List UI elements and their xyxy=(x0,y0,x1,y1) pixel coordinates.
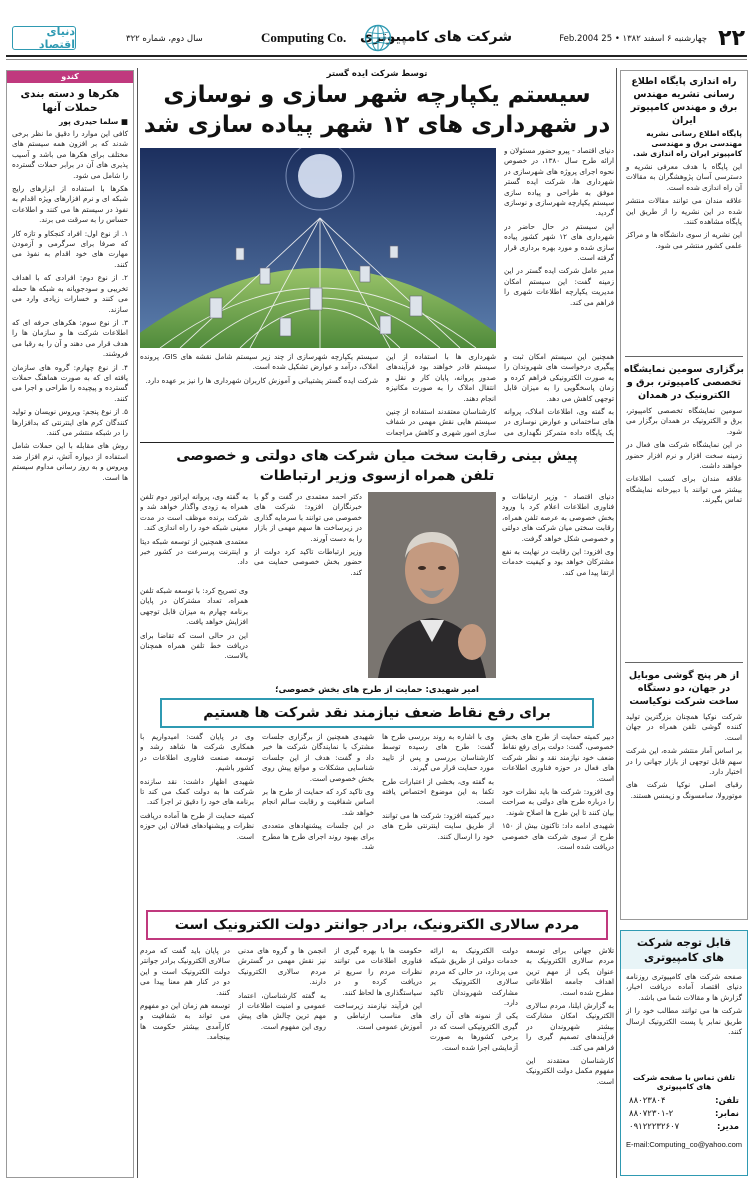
paragraph: در پایان باید گفت که مردم سالاری الکترونیک برادر جوانتر دولت الکترونیک است و این دو در کنار هم معنا پیدا می کنند. xyxy=(140,946,230,997)
paragraph: وزیر ارتباطات تاکید کرد دولت از حضور بخش خصوصی حمایت می کند. xyxy=(254,547,362,577)
paragraph: این سیستم در حال حاضر در شهرداری های ۱۲ شهر کشور پیاده سازی شده و مورد بهره برداری قرار گرفته است. xyxy=(504,221,614,263)
second-headline-line2: تلفن همراه ازسوی وزیر ارتباطات xyxy=(259,468,495,484)
paragraph: شهیدی ادامه داد: تاکنون بیش از ۱۵۰ طرح از سوی شرکت های خصوصی دریافت شده است. xyxy=(502,821,614,852)
paragraph: وی با اشاره به روند بررسی طرح ها گفت: طرح های رسیده توسط کارشناسان بررسی و پس از تایید مورد حمایت قرار می گیرند. xyxy=(382,732,494,773)
paragraph: وی افزود: این رقابت در نهایت به نفع مشترکان خواهد بود و کیفیت خدمات ارتقا پیدا می کند. xyxy=(502,547,614,577)
right-item1-headline: راه اندازی پایگاه اطلاع رسانی تشریه مهندس برق و مهندس کامپیوتر ایران xyxy=(630,76,738,126)
paragraph: حکومت ها با بهره گیری از فناوری اطلاعات می توانند نظرات مردم را سریع تر دریافت کرده و در سیاستگذاری ها لحاظ کنند. xyxy=(334,946,422,997)
paragraph: رقبای اصلی نوکیا شرکت های موتورولا، سامسونگ و زیمنس هستند. xyxy=(626,780,742,800)
column-rule xyxy=(137,68,138,1178)
right-column xyxy=(620,70,748,920)
paragraph: شرکت ایده گستر پشتیبانی و آموزش کاربران شهرداری ها را نیز بر عهده دارد. xyxy=(145,375,378,385)
paragraph: دبیر کمیته افزود: شرکت ها می توانند از طریق سایت اینترنتی طرح های خود را ارسال کنند. xyxy=(382,810,494,841)
paragraph: همچنین این سیستم امکان ثبت و پیگیری درخواست های شهروندان را به صورت الکترونیکی فراهم کرده و زمان پاسخگویی را به میزان قابل توجهی کاهش می دهد. xyxy=(504,352,614,403)
paragraph: دولت الکترونیک به ارائه خدمات دولتی از طریق شبکه می پردازد، در حالی که مردم سالاری الکترونیک بر مشارکت شهروندان تاکید دارد. xyxy=(430,946,518,1008)
paragraph: به گفته وی، پروانه اپراتور دوم تلفن همراه به زودی واگذار خواهد شد و شرکت برنده موظف است در مدت معینی شبکه خود را راه اندازی کند. xyxy=(140,492,248,533)
right-item3-headline: از هر پنج گوشی موبایل در جهان، دو دستگاه ساخت شرکت نوکیاست xyxy=(628,670,740,707)
second-col-d xyxy=(140,586,248,678)
main-headline-line2: در شهرداری های ۱۲ شهر پیاده سازی شد xyxy=(143,112,611,138)
paragraph: ۵. از نوع پنجم: ویروس نویسان و تولید کنندگان کرم های اینترنتی که بدافزارها را در شبکه منتشر می کنند. xyxy=(12,407,128,437)
fourth-col xyxy=(334,946,422,1176)
notice-box xyxy=(620,930,748,1176)
paragraph: شهرداری ها با استفاده از این سیستم قادر خواهند بود فرآیندهای صدور پروانه، پایان کار و نقل و انتقال املاک را به صورت مکانیزه انجام دهند. xyxy=(386,352,496,403)
paragraph: شرکت نوکیا همچنان بزرگترین تولید کننده گوشی تلفن همراه در جهان است. xyxy=(626,712,742,742)
paragraph: به گفته وی، اطلاعات املاک، پروانه های ساختمانی و عوارض نوسازی در یک پایگاه داده متمرکز نگهداری می xyxy=(504,407,614,437)
paragraph: صفحه شرکت های کامپیوتری روزنامه دنیای اقتصاد آماده دریافت اخبار، گزارش ها و مقالات شما می باشد. xyxy=(626,972,742,1002)
contact-value: ۸۸۰۷۲۳۰۱-۲ xyxy=(629,1109,674,1119)
paragraph: علاقه مندان می توانند مقالات منتشر شده در این نشریه را از طریق این پایگاه مشاهده کنند. xyxy=(626,196,742,227)
column-rule xyxy=(616,68,617,1178)
issue-date: چهارشنبه ۶ اسفند ۱۳۸۲ • 25 Feb.2004 xyxy=(559,34,707,44)
paragraph: شهیدی اظهار داشت: نقد سازنده شرکت ها به دولت کمک می کند تا برنامه های خود را دقیق تر اجرا کند. xyxy=(140,776,254,807)
paragraph: علاقه مندان برای کسب اطلاعات بیشتر می توانند با دبیرخانه نمایشگاه تماس بگیرند. xyxy=(626,474,742,505)
notice-title: قابل توجه شرکت های کامپیوتری xyxy=(621,931,747,969)
paragraph: هکرها با استفاده از ابزارهای رایج شبکه ای و نرم افزارهای ویژه اقدام به نفوذ در سیستم ها می کنند و اطلاعات حساس را به سرقت می برند. xyxy=(12,184,128,225)
third-col xyxy=(502,732,614,904)
main-kicker: توسط شرکت ایده گستر xyxy=(326,69,428,79)
third-headline: برای رفع نقاط ضعف نیازمند نقد شرکت ها هستیم xyxy=(203,705,551,721)
paragraph: کارشناسان معتقدند استفاده از چنین سیستم هایی نقش مهمی در شفاف سازی امور شهری و کاهش مراجعات xyxy=(386,407,496,437)
right-item2-body xyxy=(621,404,747,658)
paragraph: وی تصریح کرد: با توسعه شبکه تلفن همراه، تعداد مشترکان در پایان برنامه چهارم به میزان قابل توجهی افزایش خواهد یافت. xyxy=(140,586,248,627)
third-col xyxy=(382,732,494,904)
paragraph: این پایگاه با هدف معرفی نشریه و دسترسی آسان پژوهشگران به مقالات آن راه اندازی شده است. xyxy=(626,162,742,192)
paragraph: سومین نمایشگاه تخصصی کامپیوتر، برق و الکترونیک در همدان برگزار می شود. xyxy=(626,406,742,436)
main-col-a xyxy=(504,146,614,346)
paragraph: دنیای اقتصاد - وزیر ارتباطات و فناوری اطلاعات اعلام کرد با ورود بخش خصوصی به عرصه تلفن همراه، رقابت سختی میان شرکت های دولتی و خصوصی شکل خواهد گرفت. xyxy=(502,492,614,543)
globe-icon xyxy=(364,24,392,52)
contact-row xyxy=(629,1121,739,1134)
second-col-c xyxy=(140,492,248,582)
second-article xyxy=(140,446,614,681)
third-col xyxy=(140,732,254,904)
fourth-col xyxy=(238,946,326,1176)
fourth-headline: مردم سالاری الکترونیک، برادر جوانتر دولت الکترونیک است xyxy=(174,917,580,933)
paragraph: یکی از نمونه های آن رای گیری الکترونیکی است که در برخی کشورها به صورت آزمایشی اجرا شده است. xyxy=(430,1011,518,1052)
contact-label: مدیر: xyxy=(716,1122,739,1132)
paragraph: ۳. از نوع سوم: هکرهای حرفه ای که اطلاعات شرکت ها و سازمان ها را هدف قرار می دهند و آن را به رقبا می فروشند. xyxy=(12,317,128,359)
paragraph: روش های مقابله با این حملات شامل استفاده از دیواره آتش، نرم افزار ضد ویروس و به روز رسانی مداوم سیستم ها است. xyxy=(12,441,128,482)
main-col-d xyxy=(140,352,378,438)
left-column-body xyxy=(7,129,133,1159)
fourth-headline-box xyxy=(146,910,608,940)
third-col xyxy=(262,732,374,904)
left-column-byline: ■ سلما حیدری پور xyxy=(58,117,128,126)
header-rule-thin xyxy=(6,59,747,60)
paragraph: ۲. از نوع دوم: افرادی که با اهداف تخریبی و سودجویانه به شبکه ها حمله می کنند و خسارات زیادی وارد می سازند. xyxy=(12,273,128,314)
right-item1-body xyxy=(621,162,747,352)
paragraph: دکتر احمد معتمدی در گفت و گو با خبرنگاران افزود: شرکت های خصوصی می توانند با سرمایه گذاری در زیرساخت ها سهم مهمی از بازار را به دست آورند. xyxy=(254,492,362,543)
notice-contact-rows xyxy=(621,1093,747,1136)
paragraph: انجمن ها و گروه های مدنی نیز نقش مهمی در گسترش مردم سالاری الکترونیک دارند. xyxy=(238,946,326,987)
second-col-a xyxy=(502,492,614,678)
main-article xyxy=(140,68,614,438)
third-headline-box xyxy=(160,698,594,728)
paragraph: این در حالی است که تقاضا برای دریافت خط تلفن همراه همچنان بالاست. xyxy=(140,630,248,661)
paragraph: به گفته وی، بخشی از اعتبارات طرح تکفا به این موضوع اختصاص یافته است. xyxy=(382,776,494,807)
third-kicker: امیر شهیدی: حمایت از طرح های بخش خصوصی؛ xyxy=(275,685,479,695)
notice-contact-label: تلفن تماس با صفحه شرکت های کامپیوتری xyxy=(632,1073,736,1091)
paragraph: شهیدی همچنین از برگزاری جلسات مشترک با نمایندگان شرکت ها خبر داد و گفت: هدف از این جلسات شناسایی مشکلات و موانع پیش روی بخش خصوصی است. xyxy=(262,732,374,783)
paragraph: دبیر کمیته حمایت از طرح های بخش خصوصی، گفت: دولت برای رفع نقاط ضعف خود نیازمند نقد و نظر شرکت های فعال در حوزه فناوری اطلاعات است. xyxy=(502,732,614,783)
contact-value: ۸۸۰۲۳۸۰۴ xyxy=(629,1096,666,1106)
paragraph: تلاش جهانی برای توسعه مردم سالاری الکترونیک به عنوان یکی از مهم ترین اهداف جامعه اطلاعاتی مطرح شده است. xyxy=(526,946,614,997)
second-headline-line1: پیش بینی رقابت سخت میان شرکت های دولتی و خصوصی xyxy=(176,448,578,464)
paragraph: این نشریه از سوی دانشگاه ها و مراکز علمی کشور منتشر می شود. xyxy=(626,230,742,250)
paragraph: وی در پایان گفت: امیدواریم با همکاری شرکت ها شاهد رشد و توسعه صنعت فناوری اطلاعات در کشور باشیم. xyxy=(140,732,254,773)
issue-number: سال دوم، شماره ۳۲۲ xyxy=(126,34,203,44)
main-col-b xyxy=(504,352,614,438)
contact-row xyxy=(629,1108,739,1121)
masthead-logo xyxy=(12,26,76,50)
paragraph: به گفته کارشناسان، اعتماد عمومی و امنیت اطلاعات از مهم ترین چالش های پیش روی این مفهوم است. xyxy=(238,990,326,1031)
paragraph: بر اساس آمار منتشر شده، این شرکت سهم قابل توجهی از بازار جهانی را در اختیار دارد. xyxy=(626,746,742,777)
paragraph: سیستم یکپارچه شهرسازی از چند زیر سیستم شامل نقشه های GIS، پرونده املاک، درآمد و عوارض تشکیل شده است. xyxy=(140,352,378,372)
contact-label: تلفن: xyxy=(715,1096,739,1106)
paragraph: در این جلسات پیشنهادهای متعددی برای بهبود روند اجرای طرح ها مطرح شد. xyxy=(262,821,374,852)
fourth-article xyxy=(140,910,614,1178)
main-headline-line1: سیستم یکپارچه شهر سازی و نوسازی xyxy=(163,82,591,108)
right-item2-headline: برگزاری سومین نمایشگاه تخصصی کامپیوتر، برق و الکترونیک در همدان xyxy=(623,364,744,401)
paragraph: دنیای اقتصاد - پیرو حضور مسئولان و ارائه طرح سال ۱۳۸۰، در خصوص نحوه اجرای پروژه های شهرسازی در شهرداری ها، شرکت ایده گستر موفق به طراحی و پیاده سازی سیستم یکپارچه شهرسازی و نوسازی گردید. xyxy=(504,146,614,218)
paragraph: وی تاکید کرد که حمایت از طرح ها بر اساس شفافیت و رقابت سالم انجام خواهد شد. xyxy=(262,787,374,817)
right-divider xyxy=(625,356,743,357)
left-column-section-label: کندو xyxy=(7,71,133,83)
fourth-col xyxy=(140,946,230,1176)
right-divider xyxy=(625,662,743,663)
third-article xyxy=(140,684,614,906)
paragraph: کافی این موارد را دقیق ما نظر برخی شدند که بر افزون همه سیستم های مختلف برای هکرها می باشد و آسیب پذیری های آن در برابر حملات گسترده را شامل می شود. xyxy=(12,129,128,180)
paragraph: به گزارش ایلنا، مردم سالاری الکترونیک امکان مشارکت بیشتر شهروندان در فرآیندهای تصمیم گیری را فراهم می کند. xyxy=(526,1001,614,1052)
paragraph: این فرآیند نیازمند زیرساخت های مناسب ارتباطی و آموزش عمومی است. xyxy=(334,1001,422,1031)
notice-email[interactable]: E-mail:Computing_co@yahoo.com xyxy=(626,1140,742,1149)
section-name-en: Computing Co. xyxy=(261,30,347,45)
contact-value: ۰۹۱۲۲۲۳۲۶۰۷ xyxy=(629,1122,680,1132)
page-number: ۲۲ xyxy=(718,26,745,51)
section-name-fa: شرکت های کامپیوتری xyxy=(359,29,512,45)
paragraph: وی افزود: شرکت ها باید نظرات خود را درباره طرح های دولتی به صراحت بیان کنند تا این طرح ها اصلاح شوند. xyxy=(502,787,614,817)
right-item3-body xyxy=(621,710,747,914)
city-network-illustration xyxy=(140,148,496,348)
fourth-col xyxy=(430,946,518,1176)
masthead-logo-text: دنیای اقتصاد xyxy=(38,25,75,51)
left-column xyxy=(6,70,134,1178)
contact-label: نمابر: xyxy=(715,1109,739,1119)
second-col-b xyxy=(254,492,362,678)
header-rule xyxy=(6,55,747,57)
contact-row xyxy=(629,1095,739,1108)
paragraph: معتمدی همچنین از توسعه شبکه دیتا و اینترنت پرسرعت در کشور خبر داد. xyxy=(140,536,248,567)
notice-body xyxy=(621,969,747,1071)
section-rule xyxy=(140,442,614,443)
paragraph: مدیر عامل شرکت ایده گستر در این زمینه گفت: این سیستم امکان مدیریت یکپارچه اطلاعات شهری را فراهم می کند. xyxy=(504,266,614,307)
fourth-col xyxy=(526,946,614,1176)
paragraph: در این نمایشگاه شرکت های فعال در زمینه سخت افزار و نرم افزار حضور خواهند داشت. xyxy=(626,440,742,471)
paragraph: ۴. از نوع چهارم: گروه های سازمان یافته ای که به صورت هماهنگ حملات گسترده و پیچیده را طراحی و اجرا می کنند. xyxy=(12,362,128,403)
paragraph: توسعه هم زمان این دو مفهوم می تواند به شفافیت و کارآمدی بیشتر حکومت ها بینجامد. xyxy=(140,1001,230,1042)
main-col-c xyxy=(386,352,496,438)
left-column-headline: هکرها و دسته بندی حملات آنها xyxy=(20,88,120,114)
paragraph: کمیته حمایت از طرح ها آماده دریافت نظرات و پیشنهادهای فعالان این حوزه است. xyxy=(140,810,254,841)
right-item1-sub: پایگاه اطلاع رسانی نشریه مهندسی برق و مهندسی کامپیوتر ایران راه اندازی شد. xyxy=(633,129,742,158)
paragraph: کارشناسان معتقدند این مفهوم مکمل دولت الکترونیک است. xyxy=(526,1056,614,1086)
paragraph: ۱. از نوع اول: افراد کنجکاو و تازه کار که صرفا برای سرگرمی و آزمودن مهارت های خود اقدام به نفوذ می کنند. xyxy=(12,228,128,269)
minister-photo xyxy=(368,492,496,678)
paragraph: شرکت ها می توانند مطالب خود را از طریق نمابر یا پست الکترونیک ارسال کنند. xyxy=(626,1006,742,1037)
